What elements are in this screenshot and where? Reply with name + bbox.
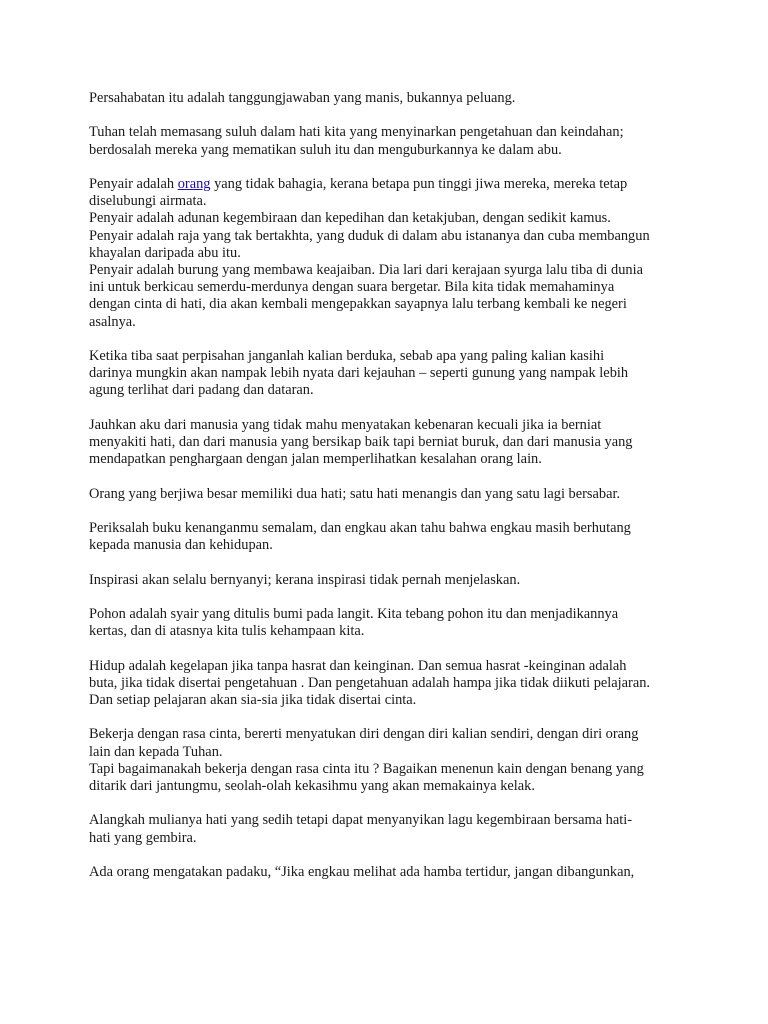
paragraph bbox=[89, 606, 689, 640]
text-segment: Penyair adalah bbox=[89, 175, 178, 192]
text-line: diselubungi airmata. bbox=[89, 193, 207, 210]
text-line: berdosalah mereka yang mematikan suluh itu dan menguburkannya ke dalam abu. bbox=[89, 141, 562, 158]
paragraph bbox=[89, 176, 689, 331]
text-line: Orang yang berjiwa besar memiliki dua hati; satu hati menangis dan yang satu lagi bersabar. bbox=[89, 485, 621, 502]
text-line: Pohon adalah syair yang ditulis bumi pada langit. Kita tebang pohon itu dan menjadikannya bbox=[89, 605, 619, 622]
text-line: Hidup adalah kegelapan jika tanpa hasrat dan keinginan. Dan semua hasrat -keinginan adalah bbox=[89, 657, 627, 674]
text-line: dengan cinta di hati, dia akan kembali mengepakkan sayapnya lalu terbang kembali ke negeri bbox=[89, 296, 627, 313]
text-line: Tapi bagaimanakah bekerja dengan rasa cinta itu ? Bagaikan menenun kain dengan benang yang bbox=[89, 760, 644, 777]
text-line: kertas, dan di atasnya kita tulis kehampaan kita. bbox=[89, 623, 365, 640]
text-line: hati yang gembira. bbox=[89, 829, 197, 846]
text-line: Dan setiap pelajaran akan sia-sia jika tidak disertai cinta. bbox=[89, 691, 417, 708]
text-line: asalnya. bbox=[89, 313, 136, 330]
text-line: buta, jika tidak disertai pengetahuan . Dan pengetahuan adalah hampa jika tidak diikuti pelajaran. bbox=[89, 674, 651, 691]
paragraph bbox=[89, 348, 689, 400]
text-line: kepada manusia dan kehidupan. bbox=[89, 537, 273, 554]
text-line: khayalan daripada abu itu. bbox=[89, 244, 241, 261]
text-line: Tuhan telah memasang suluh dalam hati kita yang menyinarkan pengetahuan dan keindahan; bbox=[89, 124, 624, 141]
paragraph bbox=[89, 658, 689, 710]
text-line: ini untuk berkicau semerdu-merdunya dengan suara bergetar. Bila kita tidak memahaminya bbox=[89, 279, 615, 296]
text-line: lain dan kepada Tuhan. bbox=[89, 743, 223, 760]
text-line: Penyair adalah burung yang membawa keajaiban. Dia lari dari kerajaan syurga lalu tiba di dunia bbox=[89, 262, 643, 278]
paragraph bbox=[89, 812, 689, 846]
text-line: darinya mungkin akan nampak lebih nyata dari kejauhan – seperti gunung yang nampak lebih bbox=[89, 365, 629, 382]
text-line: Inspirasi akan selalu bernyanyi; kerana inspirasi tidak pernah menjelaskan. bbox=[89, 571, 521, 588]
text-line: mendapatkan penghargaan dengan jalan memperlihatkan kesalahan orang lain. bbox=[89, 451, 542, 468]
text-line: menyakiti hati, dan dari manusia yang bersikap baik tapi berniat buruk, dan dari manusia yang bbox=[89, 434, 633, 450]
inline-link-orang[interactable]: orang bbox=[177, 175, 211, 192]
paragraph bbox=[89, 124, 689, 158]
paragraph bbox=[89, 417, 689, 469]
text-line: ditarik dari jantungmu, seolah-olah kekasihmu yang akan memakainya kelak. bbox=[89, 777, 535, 794]
text-line: Periksalah buku kenanganmu semalam, dan engkau akan tahu bahwa engkau masih berhutang bbox=[89, 519, 631, 536]
paragraph bbox=[89, 90, 689, 107]
text-line: Alangkah mulianya hati yang sedih tetapi dapat menyanyikan lagu kegembiraan bersama hati- bbox=[89, 812, 633, 829]
text-segment: yang tidak bahagia, kerana betapa pun tinggi jiwa mereka, mereka tetap bbox=[210, 175, 628, 192]
text-line: Penyair adalah raja yang tak bertakhta, yang duduk di dalam abu istananya dan cuba membangun bbox=[89, 227, 650, 244]
text-line: agung terlihat dari padang dan dataran. bbox=[89, 382, 314, 399]
text-line-with-link bbox=[89, 176, 689, 193]
paragraph bbox=[89, 572, 689, 589]
text-line: Persahabatan itu adalah tanggungjawaban yang manis, bukannya peluang. bbox=[89, 90, 516, 106]
paragraph bbox=[89, 486, 689, 503]
text-line: Ketika tiba saat perpisahan janganlah kalian berduka, sebab apa yang paling kalian kasihi bbox=[89, 348, 605, 364]
paragraph bbox=[89, 726, 689, 795]
text-line: Penyair adalah adunan kegembiraan dan kepedihan dan ketakjuban, dengan sedikit kamus. bbox=[89, 210, 611, 227]
paragraph bbox=[89, 864, 689, 881]
text-line: Bekerja dengan rasa cinta, bererti menyatukan diri dengan diri kalian sendiri, dengan diri orang bbox=[89, 726, 639, 743]
paragraph bbox=[89, 520, 689, 554]
document-body bbox=[89, 90, 689, 898]
text-line: Jauhkan aku dari manusia yang tidak mahu menyatakan kebenaran kecuali jika ia berniat bbox=[89, 416, 602, 433]
text-line: Ada orang mengatakan padaku, “Jika engkau melihat ada hamba tertidur, jangan dibangunkan, bbox=[89, 863, 635, 880]
